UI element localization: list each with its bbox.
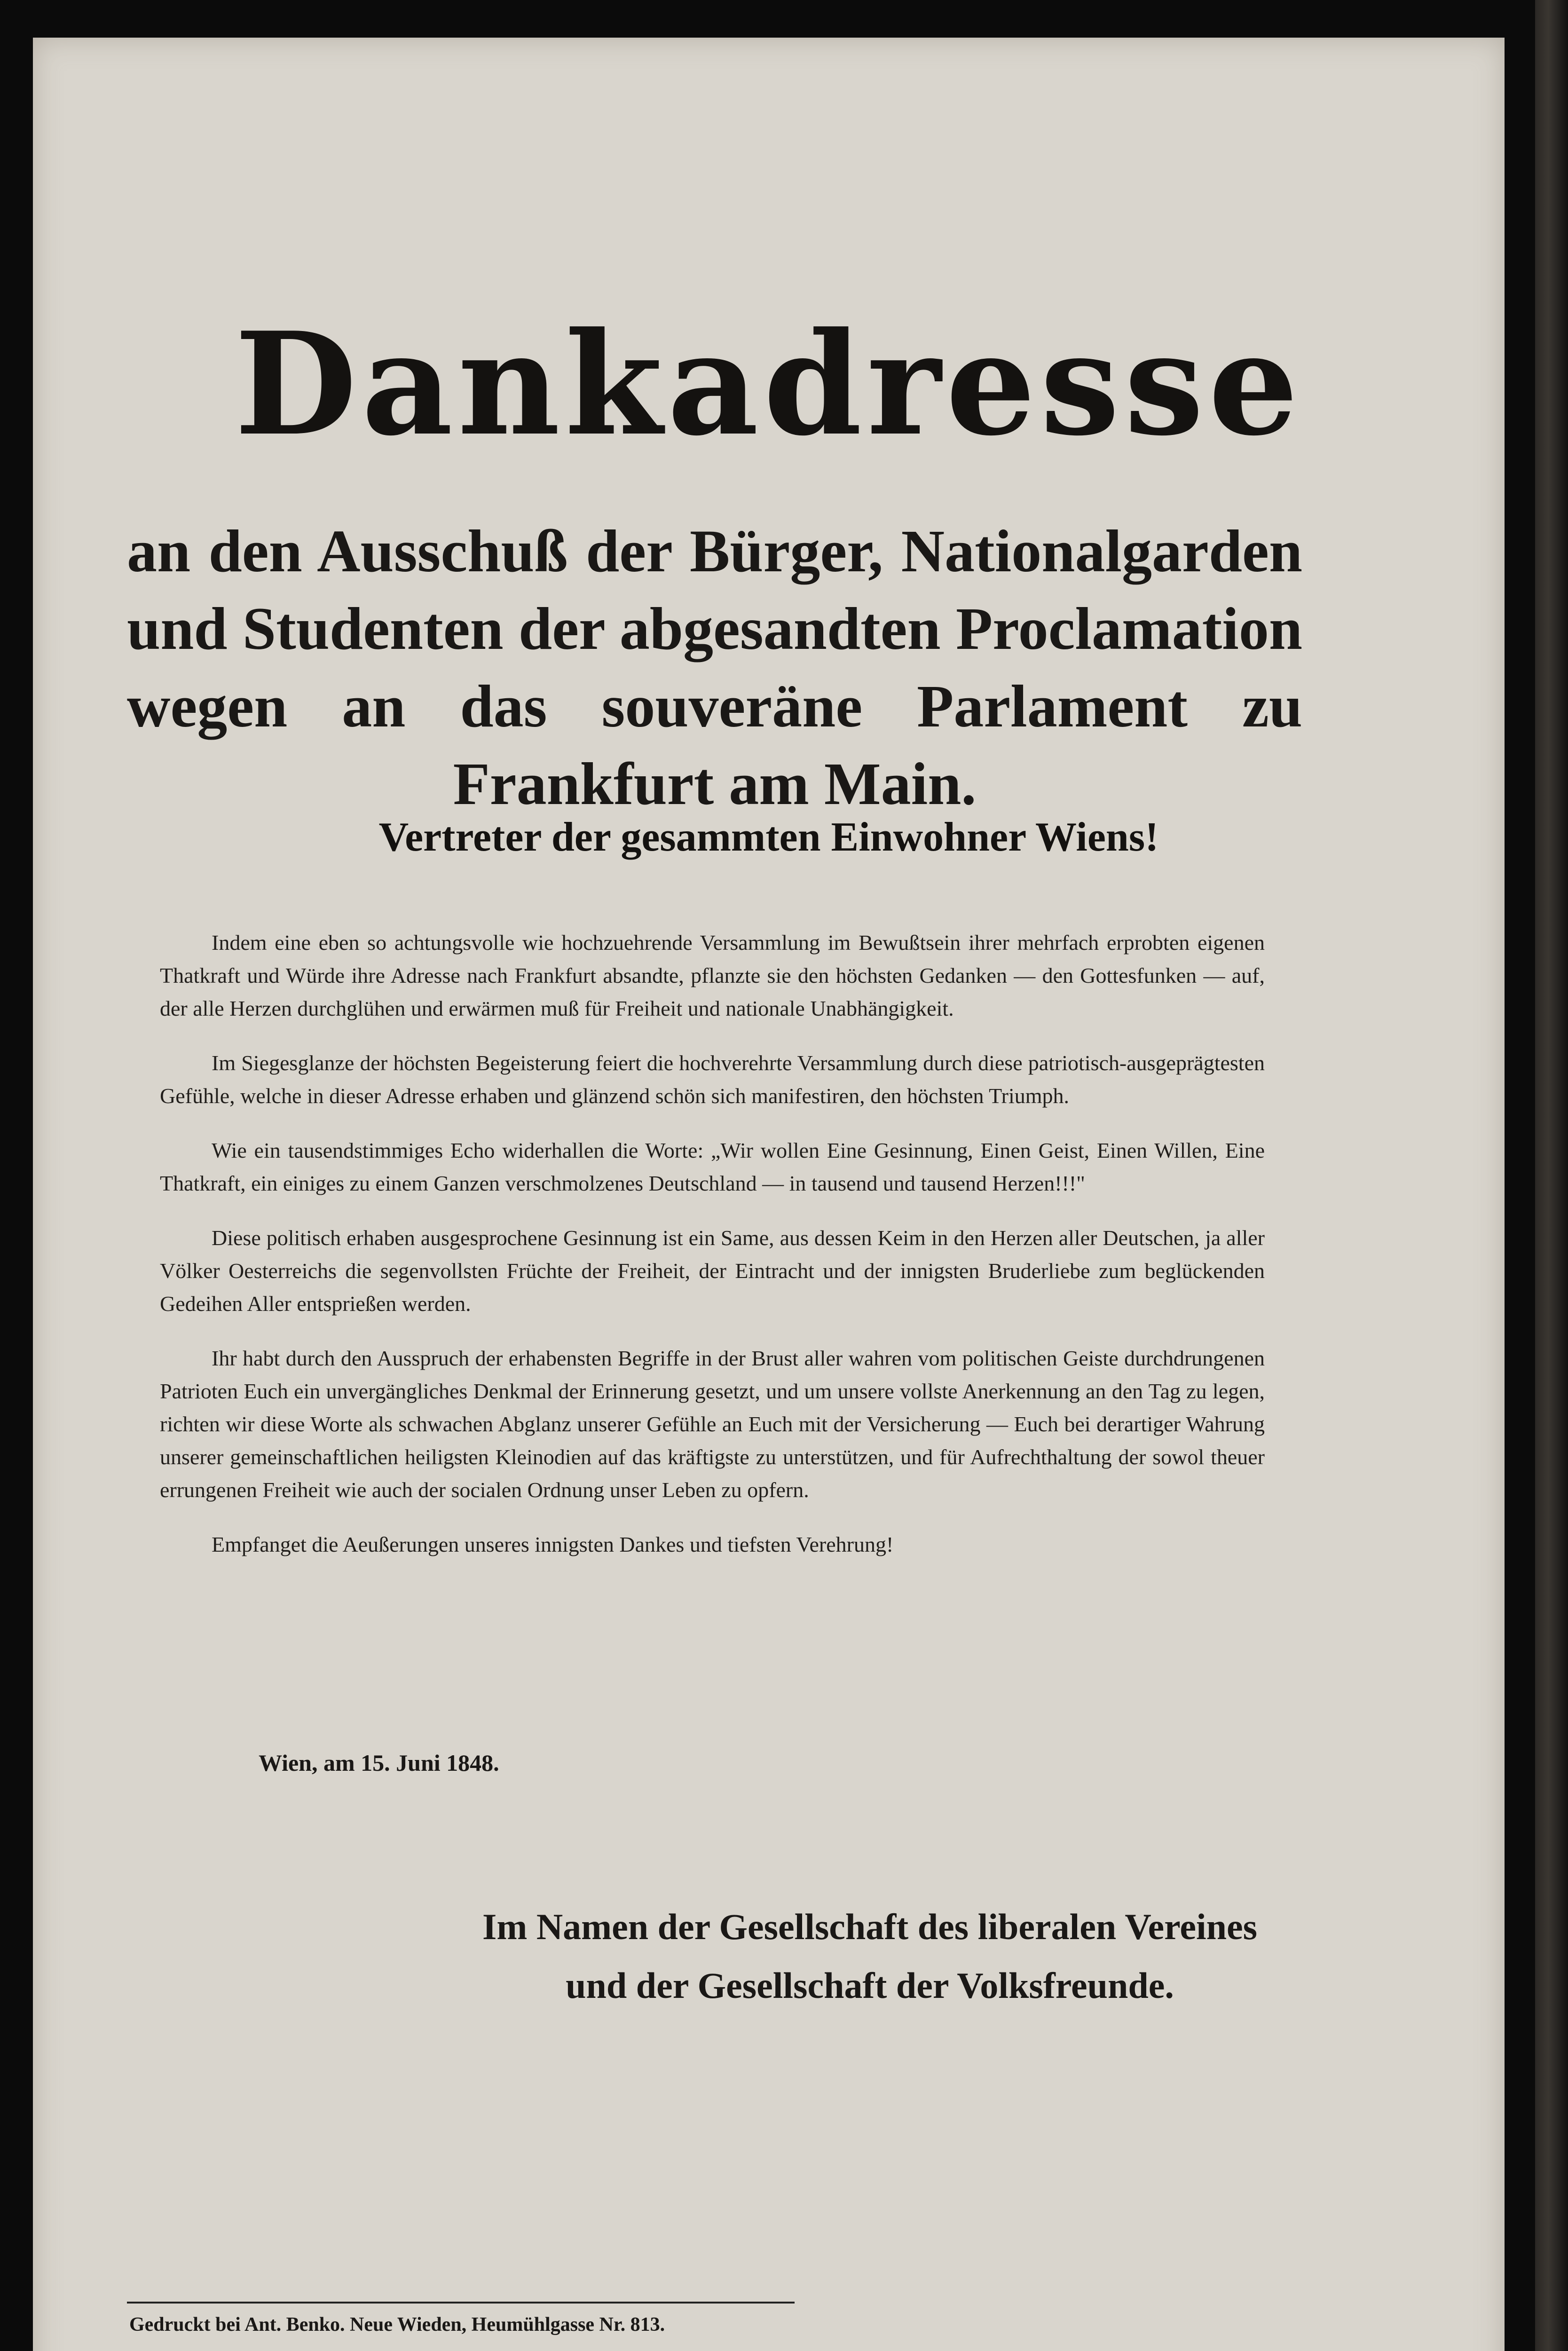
paragraph-3: Wie ein tausendstimmiges Echo widerhallen die Worte: „Wir wollen Eine Gesinnung, Einen Geist, Einen Willen, Eine Thatkraft, ein einiges zu einem Ganzen verschmolzenes Deutschland — in tausend und tausend Herzen!!!" (160, 1138, 1265, 1195)
document-page (33, 38, 1505, 2351)
document-title: Dankadresse (234, 301, 1303, 467)
body-text (160, 926, 1265, 1583)
scan-edge (1535, 0, 1568, 2351)
paragraph-4: Diese politisch erhaben ausgesprochene Gesinnung ist ein Same, aus dessen Keim in den Herzen aller Deutschen, ja aller Völker Oesterreichs die segenvollsten Früchte der Freiheit, der Eintracht und der innigsten Bruderliebe zum beglückenden Gedeihen Aller entsprießen werden. (160, 1226, 1265, 1316)
signature-block (423, 1897, 1316, 2015)
printer-imprint: Gedruckt bei Ant. Benko. Neue Wieden, Heumühlgasse Nr. 813. (129, 2314, 665, 2335)
paragraph-6: Empfanget die Aeußerungen unseres innigsten Dankes und tiefsten Verehrung! (212, 1532, 894, 1556)
signature-line-1: Im Namen der Gesellschaft des liberalen Vereines (482, 1906, 1257, 1947)
paragraph-1: Indem eine eben so achtungsvolle wie hochzuehrende Versammlung im Bewußtsein ihrer mehrfach erprobten eigenen Thatkraft und Würde ihre Adresse nach Frankfurt absandte, pflanzte sie den höchsten Gedanken — den Gottesfunken — auf, der alle Herzen durchglühen und erwärmen muß für Freiheit und nationale Unabhängigkeit. (160, 931, 1265, 1020)
footer-divider (127, 2302, 795, 2304)
paragraph-2: Im Siegesglanze der höchsten Begeisterung feiert die hochverehrte Versammlung durch diese patriotisch-ausgeprägtesten Gefühle, welche in dieser Adresse erhaben und glänzend schön sich manifestiren, den höchsten Triumph. (160, 1051, 1265, 1108)
document-date: Wien, am 15. Juni 1848. (259, 1750, 499, 1776)
signature-line-2: und der Gesellschaft der Volksfreunde. (566, 1965, 1174, 2006)
document-subtitle: an den Ausschuß der Bürger, Nationalgarden und Studenten der abgesandten Proclamation wegen an das souveräne Parlament zu Frankfurt am Main. (127, 518, 1302, 817)
salutation: Vertreter der gesammten Einwohner Wiens! (378, 814, 1159, 860)
paragraph-5: Ihr habt durch den Ausspruch der erhabensten Begriffe in der Brust aller wahren vom politischen Geiste durchdrungenen Patrioten Euch ein unvergängliches Denkmal der Erinnerung gesetzt, und um unsere vollste Anerkennung an den Tag zu legen, richten wir diese Worte als schwachen Abglanz unserer Gefühle an Euch mit der Versicherung — Euch bei derartiger Wahrung unserer gemeinschaftlichen heiligsten Kleinodien auf das kräftigste zu unterstützen, und für Aufrechthaltung der sowol theuer errungenen Freiheit wie auch der socialen Ordnung unser Leben zu opfern. (160, 1346, 1265, 1502)
